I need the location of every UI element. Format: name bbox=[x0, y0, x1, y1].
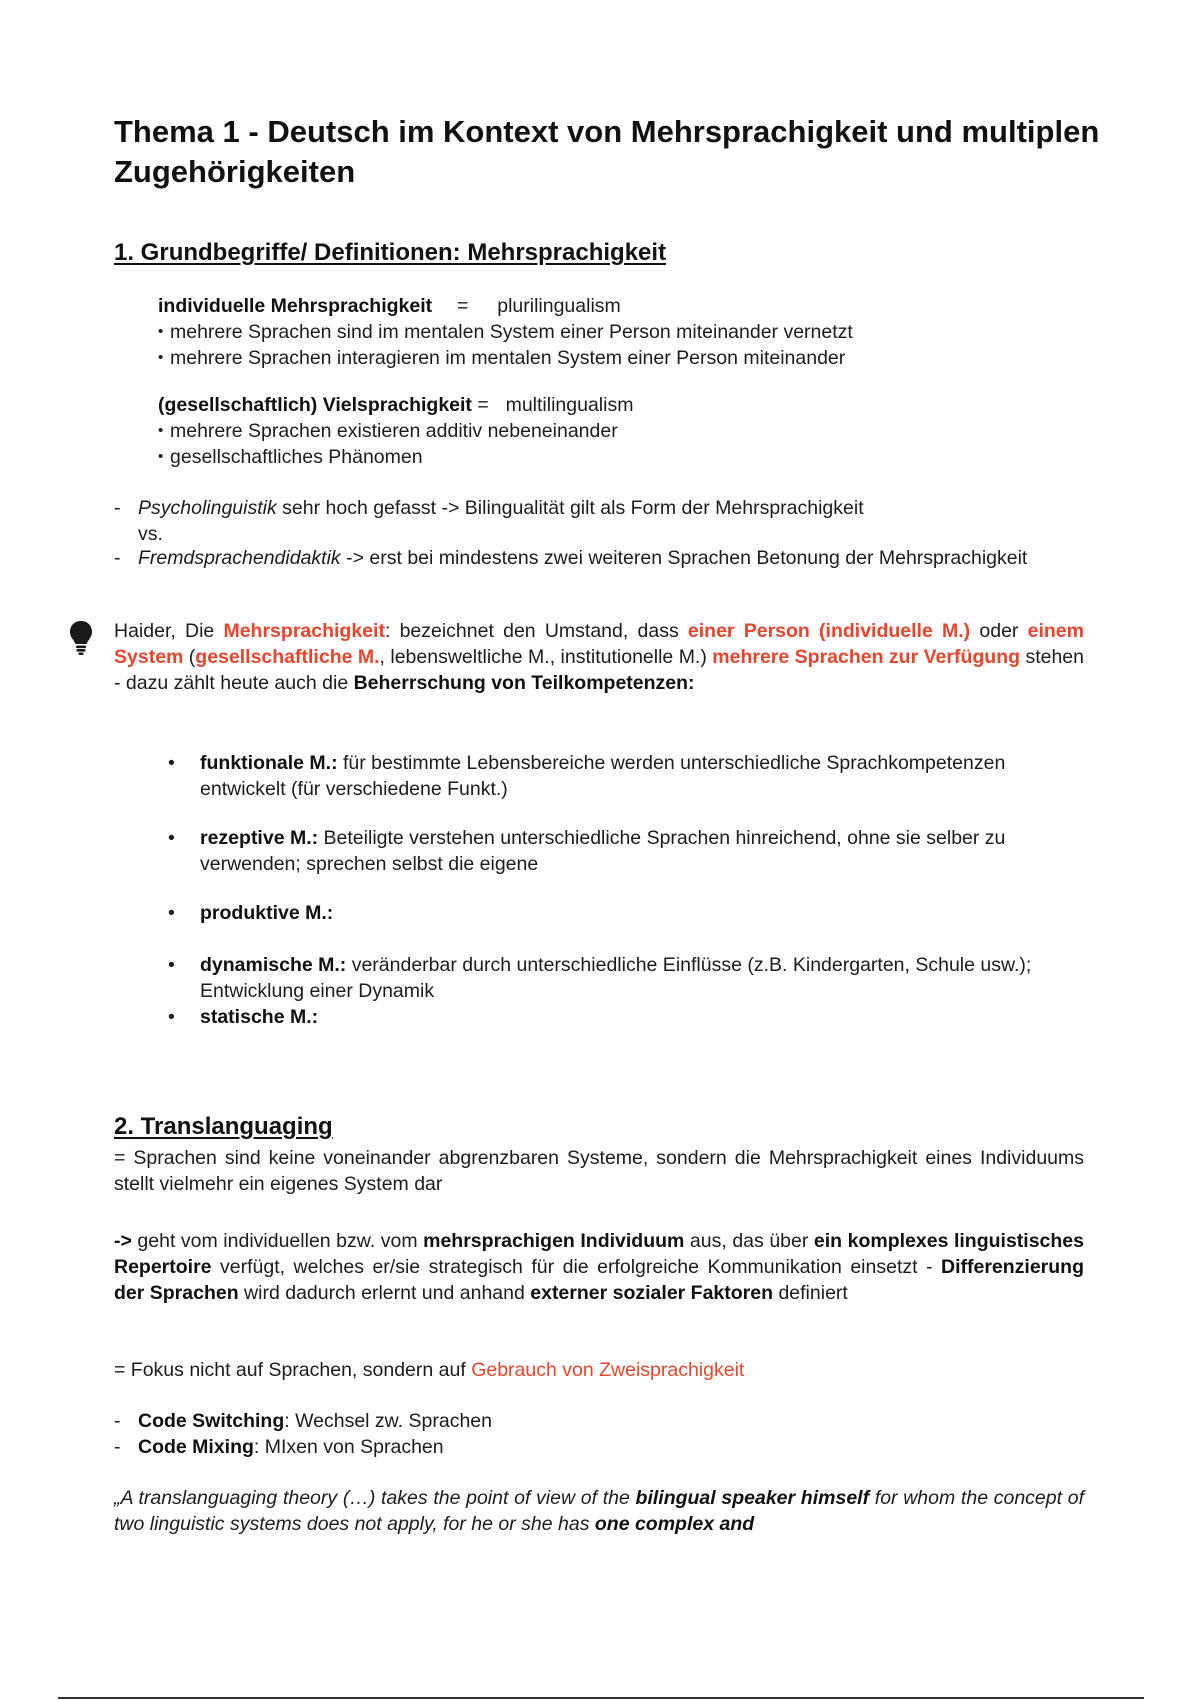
text-run: Haider, Die bbox=[114, 620, 224, 642]
dash-text: : Wechsel zw. Sprachen bbox=[284, 1410, 492, 1432]
bullet-term: funktionale M.: bbox=[200, 752, 338, 774]
definition-bullet: • mehrere Sprachen interagieren im mentalen System einer Person miteinander bbox=[158, 345, 853, 371]
dash-marker: - bbox=[114, 1436, 121, 1458]
dash-term: Code Mixing bbox=[138, 1436, 254, 1458]
definition-societal bbox=[158, 392, 633, 470]
list-item bbox=[168, 825, 1086, 877]
bullet-term: rezeptive M.: bbox=[200, 827, 319, 849]
bold-run: bilingual speaker himself bbox=[635, 1487, 870, 1509]
versus-label: vs. bbox=[138, 523, 163, 545]
text-run: = Fokus nicht auf Sprachen, sondern auf bbox=[114, 1359, 472, 1381]
text-run: „A translanguaging theory (…) takes the point of view of the bbox=[114, 1487, 636, 1509]
focus-line bbox=[114, 1357, 744, 1383]
text-run: aus, das über bbox=[684, 1230, 814, 1252]
list-item bbox=[168, 750, 1086, 802]
bullet-marker: • bbox=[168, 1006, 175, 1028]
term-italic: Fremdsprachendidaktik bbox=[138, 547, 341, 569]
highlight-run: gesellschaftliche M. bbox=[195, 646, 380, 668]
lightbulb-icon bbox=[69, 620, 93, 656]
dash-marker: - bbox=[114, 497, 121, 519]
text-run: oder bbox=[970, 620, 1028, 642]
text-run: ( bbox=[183, 646, 196, 668]
definition-value: multilingualism bbox=[505, 394, 634, 416]
page-title: Thema 1 - Deutsch im Kontext von Mehrsprachigkeit und multiplen Zugehörigkeiten bbox=[114, 114, 1100, 189]
list-item bbox=[168, 900, 1086, 926]
highlight-run: Gebrauch von Zweisprachigkeit bbox=[471, 1359, 745, 1381]
dash-text: -> erst bei mindestens zwei weiteren Sprachen Betonung der Mehrsprachigkeit bbox=[340, 547, 1028, 569]
definition-equals: = bbox=[457, 295, 469, 317]
dash-text: : MIxen von Sprachen bbox=[253, 1436, 444, 1458]
bullet-marker: • bbox=[168, 752, 175, 774]
bullet-marker: • bbox=[168, 827, 175, 849]
text-run: , lebensweltliche M., institutionelle M.) bbox=[379, 646, 713, 668]
highlight-run: mehrere Sprachen zur Verfügung bbox=[712, 646, 1021, 668]
bullet-text: für bestimmte Lebensbereiche werden unterschiedliche Sprachkompetenzen entwickelt (für verschiedene Funkt.) bbox=[200, 752, 1006, 800]
bold-run: mehrsprachigen Individuum bbox=[423, 1230, 685, 1252]
bullet-marker: • bbox=[168, 954, 175, 976]
dash-text: sehr hoch gefasst -> Bilingualität gilt als Form der Mehrsprachigkeit bbox=[276, 497, 864, 519]
dash-marker: - bbox=[114, 1410, 121, 1432]
bottom-divider bbox=[58, 1697, 1144, 1699]
text-run: geht vom individuellen bzw. vom bbox=[131, 1230, 424, 1252]
bold-run: ein komplexes linguistisches Repertoire bbox=[114, 1230, 1084, 1278]
text-run: wird dadurch erlernt und anhand bbox=[238, 1282, 531, 1304]
bold-run: -> bbox=[114, 1230, 132, 1252]
bold-run: Beherrschung von Teilkompetenzen: bbox=[353, 672, 695, 694]
definition-term: individuelle Mehrsprachigkeit bbox=[158, 295, 433, 317]
bullet-text: Beteiligte verstehen unterschiedliche Sprachen hinreichend, ohne sie selber zu verwenden; sprechen selbst die eigene bbox=[200, 827, 1006, 875]
highlight-run: einem System bbox=[114, 620, 1084, 668]
bold-run: one complex and bbox=[594, 1513, 755, 1535]
text-run: stehen - dazu zählt heute auch die bbox=[114, 646, 1084, 694]
definition-bullet: • mehrere Sprachen sind im mentalen System einer Person miteinander vernetzt bbox=[158, 319, 853, 345]
dash-marker: - bbox=[114, 547, 121, 569]
text-run: definiert bbox=[773, 1282, 848, 1304]
translanguaging-intro: = Sprachen sind keine voneinander abgrenzbaren Systeme, sondern die Mehrsprachigkeit eines Individuums stellt vielmehr ein eigenes System dar bbox=[114, 1147, 1084, 1195]
bullet-term: dynamische M.: bbox=[200, 954, 347, 976]
bullet-term: statische M.: bbox=[200, 1006, 319, 1028]
bullet-marker: • bbox=[168, 902, 175, 924]
haider-definition bbox=[114, 618, 1084, 696]
definition-bullet: • mehrere Sprachen existieren additiv nebeneinander bbox=[158, 418, 633, 444]
highlight-run: Mehrsprachigkeit bbox=[223, 620, 385, 642]
bold-run: Differenzierung der Sprachen bbox=[114, 1256, 1084, 1304]
definition-equals: = bbox=[477, 394, 489, 416]
term-italic: Psycholinguistik bbox=[138, 497, 277, 519]
translanguaging-quote bbox=[114, 1485, 1084, 1537]
dash-item-psycholinguistik bbox=[114, 495, 1084, 547]
text-run: : bezeichnet den Umstand, dass bbox=[384, 620, 688, 642]
dash-term: Code Switching bbox=[138, 1410, 285, 1432]
list-item bbox=[168, 952, 1086, 1004]
bullet-text: veränderbar durch unterschiedliche Einflüsse (z.B. Kindergarten, Schule usw.); Entwicklung einer Dynamik bbox=[200, 954, 1032, 1002]
definition-term: (gesellschaftlich) Vielsprachigkeit bbox=[158, 394, 472, 416]
bold-run: externer sozialer Faktoren bbox=[530, 1282, 774, 1304]
bullet-term: produktive M.: bbox=[200, 902, 334, 924]
dash-item-fremdsprachendidaktik bbox=[114, 545, 1084, 571]
dash-item-code-mixing bbox=[114, 1434, 1084, 1460]
list-item bbox=[168, 1004, 1086, 1030]
text-run: for whom the concept of two linguistic systems does not apply, for he or she has bbox=[114, 1487, 1084, 1535]
text-run: verfügt, welches er/sie strategisch für die erfolgreiche Kommunikation einsetzt - bbox=[211, 1256, 941, 1278]
definition-individual bbox=[158, 293, 853, 371]
highlight-run: einer Person (individuelle M.) bbox=[687, 620, 971, 642]
translanguaging-arrow-paragraph bbox=[114, 1228, 1084, 1306]
definition-value: plurilingualism bbox=[497, 295, 621, 317]
section-2-heading: 2. Translanguaging bbox=[114, 1113, 333, 1140]
definition-bullet: • gesellschaftliches Phänomen bbox=[158, 444, 633, 470]
section-1-heading: 1. Grundbegriffe/ Definitionen: Mehrsprachigkeit bbox=[114, 239, 667, 266]
dash-item-code-switching bbox=[114, 1408, 1084, 1434]
